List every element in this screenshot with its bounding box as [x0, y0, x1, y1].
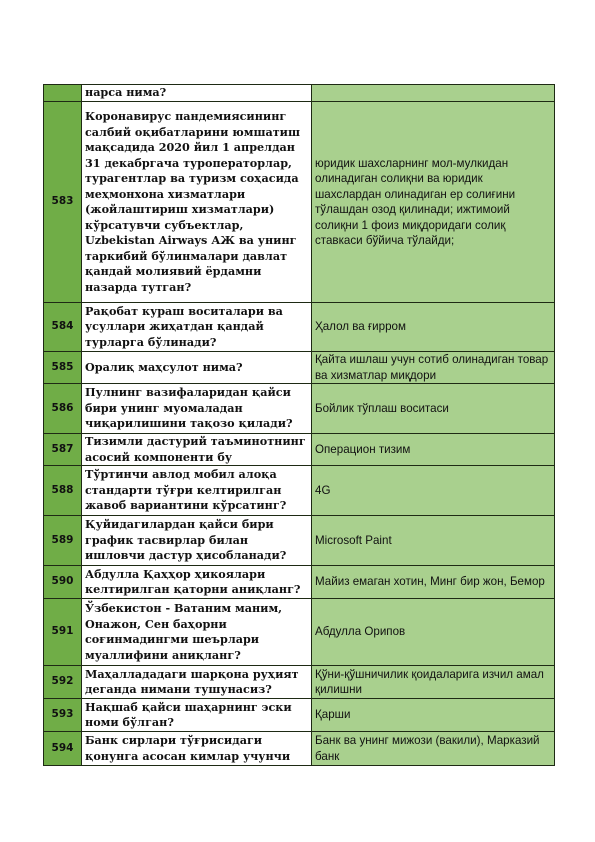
table-row [44, 102, 555, 303]
row-number: 587 [44, 434, 82, 466]
question-cell: нарса нима? [82, 85, 312, 102]
row-number: 591 [44, 599, 82, 666]
answer-cell: 4G [312, 466, 555, 516]
question-cell: Нақшаб қайси шаҳарнинг эски номи бўлган? [82, 699, 312, 732]
table-row [44, 466, 555, 516]
table-row [44, 516, 555, 566]
table-row [44, 666, 555, 699]
table-row [44, 434, 555, 466]
row-number: 589 [44, 516, 82, 566]
answer-cell: Банк ва унинг мижози (вакили), Марказий банк [312, 732, 555, 766]
answer-cell: Ҳалол ва ғирром [312, 303, 555, 352]
answer-cell: юридик шахсларнинг мол-мулкидан олинадиган солиқни ва юридик шахслардан олинадиган ер солиғини тўлашдан озод қилинади; ижтимоий солиқни 1 фоиз миқдоридаги солиқ ставкаси бўйича тўлайди; [312, 102, 555, 303]
question-cell: Рақобат кураш воситалари ва усуллари жиҳатдан қандай турларга бўлинади? [82, 303, 312, 352]
answer-cell: Майиз емаган хотин, Минг бир жон, Бемор [312, 566, 555, 599]
row-number [44, 85, 82, 102]
question-cell: Оралиқ маҳсулот нима? [82, 352, 312, 384]
question-cell: Банк сирлари тўғрисидаги қонунга асосан кимлар учунчи [82, 732, 312, 766]
table-row [44, 352, 555, 384]
table-row [44, 566, 555, 599]
table-row [44, 599, 555, 666]
question-cell: Тизимли дастурий таъминотнинг асосий компоненти бу [82, 434, 312, 466]
table-row [44, 85, 555, 102]
row-number: 593 [44, 699, 82, 732]
qa-table [43, 84, 555, 766]
answer-cell: Microsoft Paint [312, 516, 555, 566]
table-row [44, 384, 555, 434]
table-row [44, 699, 555, 732]
answer-cell: Қўни-қўшничилик қоидаларига изчил амал қилишни [312, 666, 555, 699]
table-row [44, 732, 555, 766]
question-cell: Қуйидагилардан қайси бири график тасвирлар билан ишловчи дастур ҳисобланади? [82, 516, 312, 566]
table-row [44, 303, 555, 352]
row-number: 588 [44, 466, 82, 516]
answer-cell: Бойлик тўплаш воситаси [312, 384, 555, 434]
row-number: 585 [44, 352, 82, 384]
question-cell: Маҳаллададаги шарқона руҳият деганда нимани тушунасиз? [82, 666, 312, 699]
row-number: 586 [44, 384, 82, 434]
answer-cell: Операцион тизим [312, 434, 555, 466]
row-number: 594 [44, 732, 82, 766]
question-cell: Ўзбекистон - Ватаним маним, Онажон, Сен баҳорни соғинмадингми шеърлари муаллифини аниқланг? [82, 599, 312, 666]
answer-cell [312, 85, 555, 102]
row-number: 590 [44, 566, 82, 599]
row-number: 584 [44, 303, 82, 352]
question-cell: Пулнинг вазифаларидан қайси бири унинг муомаладан чиқарилишини тақозо қилади? [82, 384, 312, 434]
row-number: 583 [44, 102, 82, 303]
question-cell: Абдулла Қаҳҳор ҳикоялари келтирилган қаторни аниқланг? [82, 566, 312, 599]
answer-cell: Абдулла Орипов [312, 599, 555, 666]
question-cell: Тўртинчи авлод мобил алоқа стандарти тўғри келтирилган жавоб вариантини кўрсатинг? [82, 466, 312, 516]
answer-cell: Қарши [312, 699, 555, 732]
row-number: 592 [44, 666, 82, 699]
question-cell: Коронавирус пандемиясининг салбий оқибатларини юмшатиш мақсадида 2020 йил 1 апрелдан 31 декабргача туроператорлар, турагентлар ва туризм соҳасида меҳмонхона хизматлари (жойлаштириш хизматлари) кўрсатувчи субъектлар, Uzbekistan Airways АЖ ва унинг таркибий бўлинмалари давлат қандай молиявий ёрдамни назарда тутган? [82, 102, 312, 303]
answer-cell: Қайта ишлаш учун сотиб олинадиган товар ва хизматлар миқдори [312, 352, 555, 384]
